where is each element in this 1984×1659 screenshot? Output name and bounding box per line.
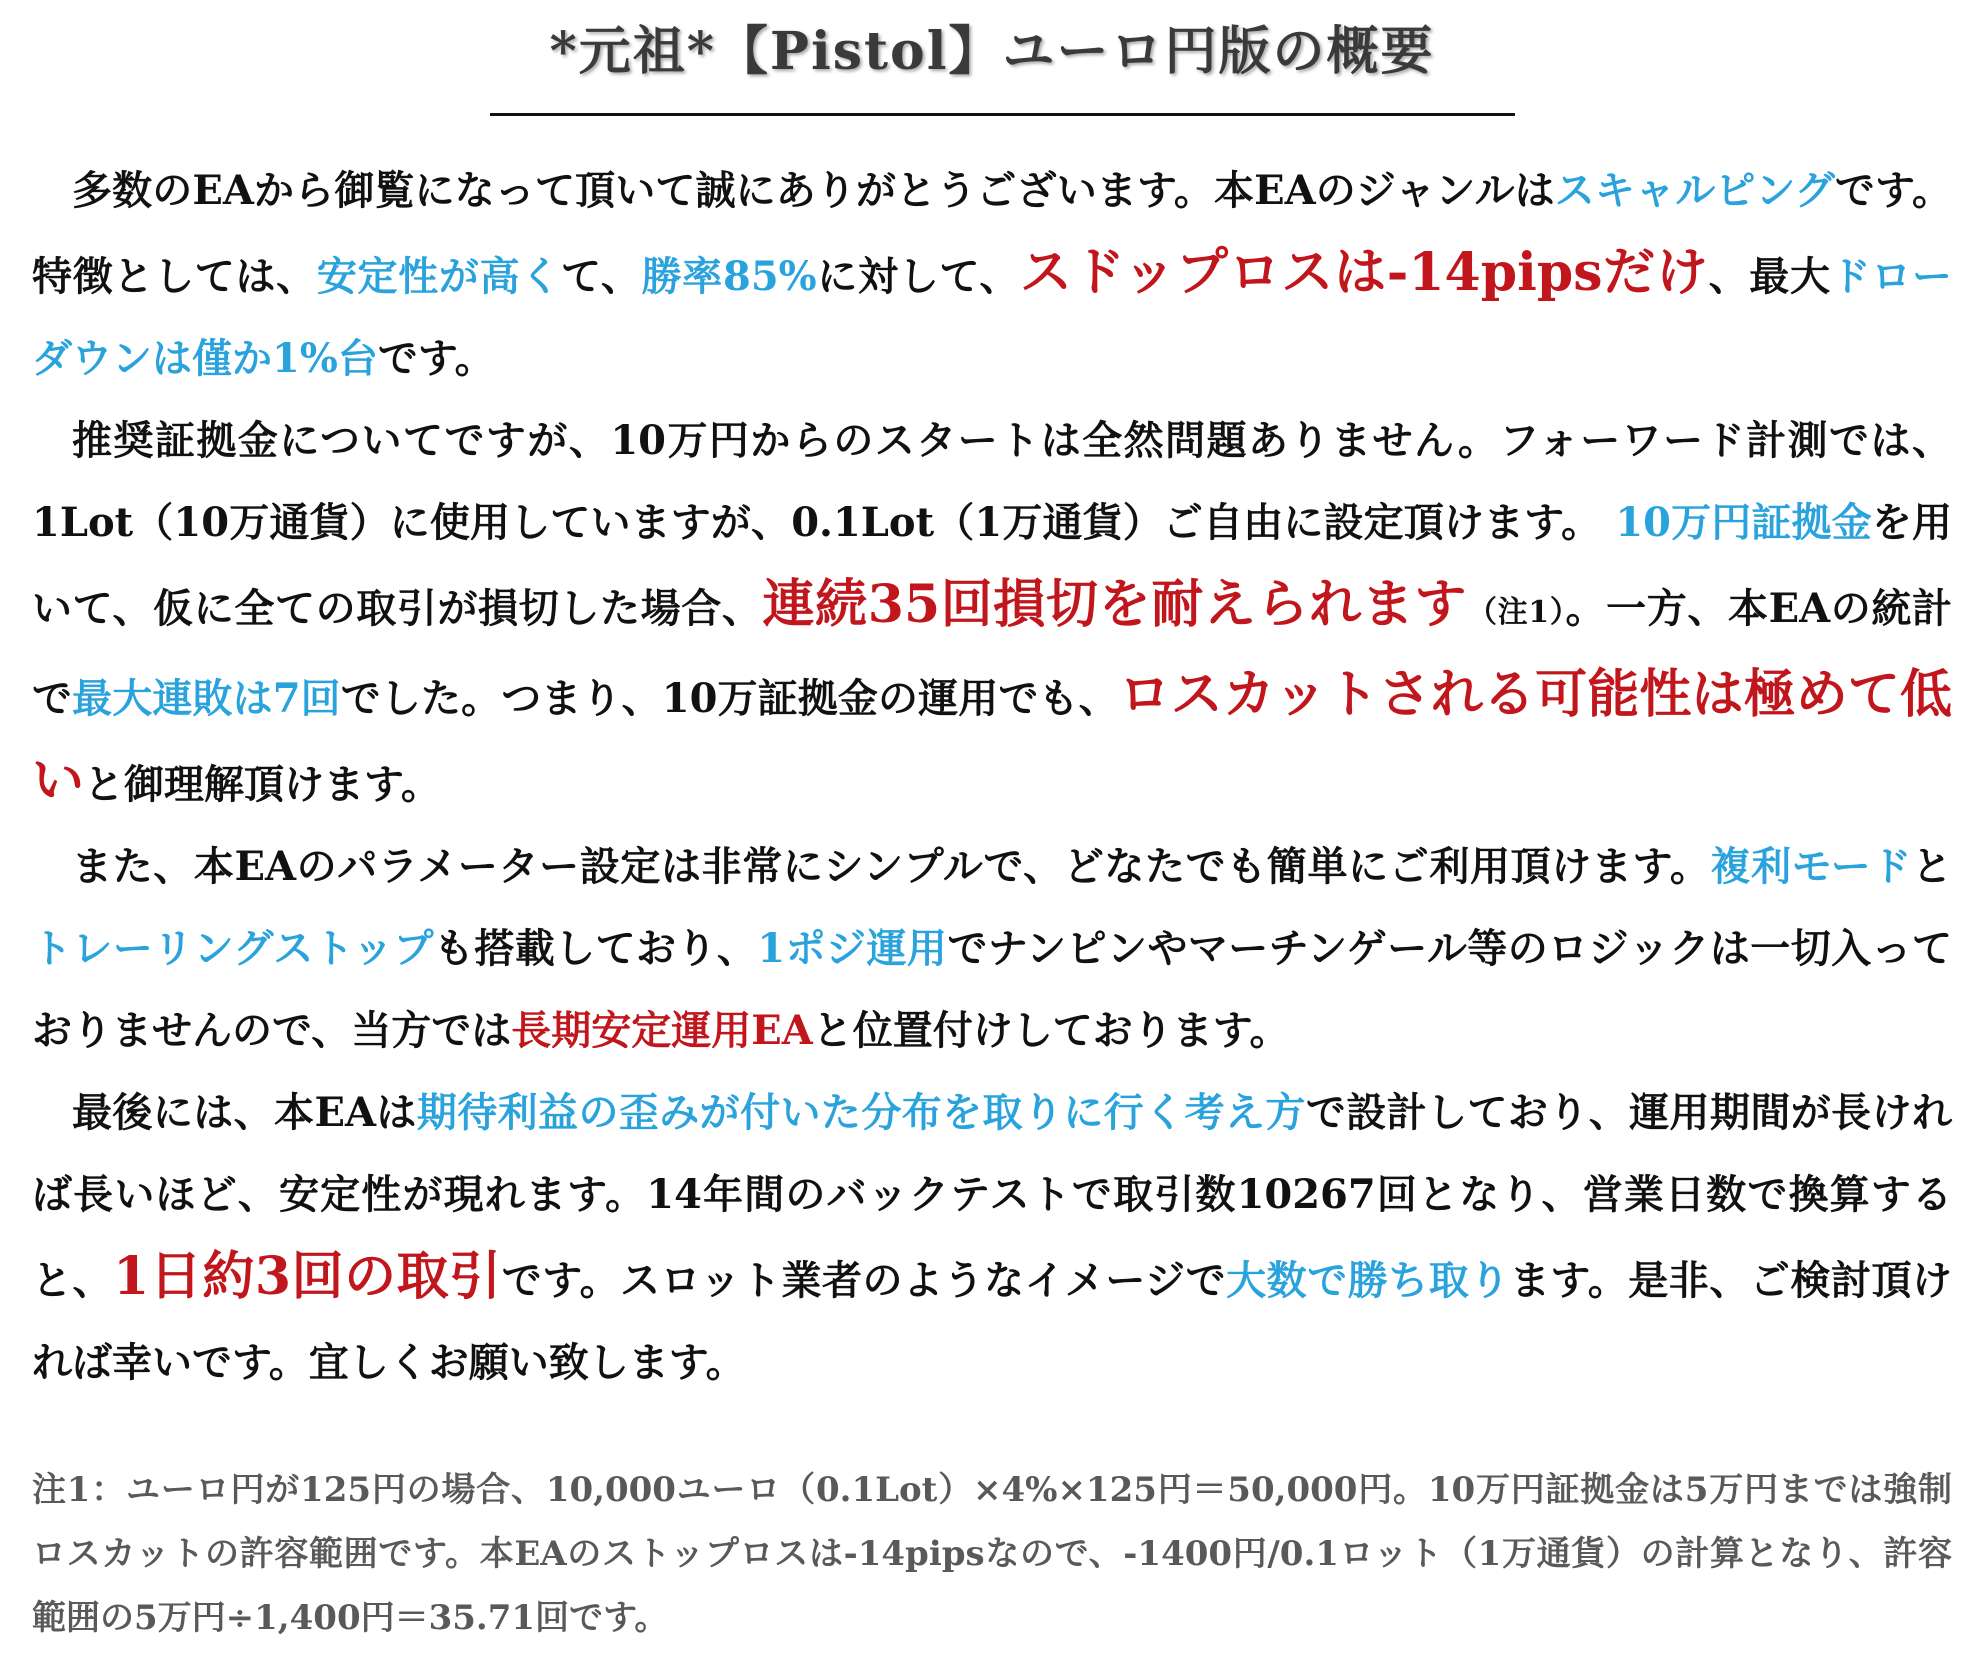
highlight-blue: 最大連敗は7回	[72, 675, 341, 722]
paragraph-intro	[32, 150, 1952, 400]
text-run: に対して、	[816, 253, 1021, 300]
text-run: です。	[377, 335, 495, 382]
highlight-red: 長期安定運用EA	[511, 1007, 813, 1054]
page-title: *元祖*【Pistol】ユーロ円版の概要	[549, 21, 1435, 82]
highlight-red-large: ロスカットされる可能性は極めて低い	[32, 664, 1953, 811]
highlight-blue: 安定性が高く	[316, 253, 562, 300]
footnote: 注1：ユーロ円が125円の場合、10,000ユーロ（0.1Lot）×4%×125円＝50,000円。10万円証拠金は5万円までは強制ロスカットの許容範囲です。本EAのストップロスは-14pipsなので、-1400円/0.1ロット（1万通貨）の計算となり、許容範囲の5万円÷1,400円＝35.71回です。	[32, 1470, 1952, 1638]
highlight-blue: スキャルピング	[1554, 167, 1835, 214]
paragraph-margin	[32, 400, 1952, 826]
title-underline	[490, 113, 1515, 116]
paragraph-parameters	[32, 826, 1952, 1072]
highlight-blue: ドローダウンは僅か1%台	[32, 253, 1953, 382]
note-reference: （注1）	[1467, 595, 1566, 630]
text-run: でした。つまり、10万証拠金の運用でも、	[340, 675, 1119, 722]
text-run: でナンピンやマーチンゲール等のロジックは一切入っておりませんので、当方では	[32, 925, 1952, 1054]
text-run: 推奨証拠金についてですが、10万円からのスタートは全然問題ありません。フォーワード計測では、1Lot（10万通貨）に使用していますが、0.1Lot（1万通貨）ご自由に設定頂けます。	[32, 417, 1952, 546]
text-run: と	[1912, 843, 1952, 890]
highlight-red-large: スドップロスは-14pipsだけ	[1020, 242, 1709, 303]
highlight-red-large: 連続35回損切を耐えられます	[762, 574, 1468, 635]
highlight-blue: 大数で勝ち取り	[1226, 1257, 1510, 1304]
text-run: と位置付けしております。	[812, 1007, 1290, 1054]
highlight-blue: 1ポジ運用	[757, 925, 948, 972]
highlight-red-large: 1日約3回の取引	[113, 1246, 502, 1307]
text-run: で設計しており、運用期間が長ければ長いほど、安定性が現れます。14年間のバックテストで取引数10267回となり、営業日数で換算すると、	[32, 1089, 1952, 1304]
text-run: です。スロット業者のようなイメージで	[501, 1257, 1227, 1304]
text-run: 最後には、本EAは	[72, 1089, 417, 1136]
text-run: また、本EAのパラメーター設定は非常にシンプルで、どなたでも簡単にご利用頂けます。	[72, 843, 1711, 890]
text-run: です。特徴としては、	[32, 167, 1952, 300]
highlight-blue: トレーリングストップ	[32, 925, 434, 972]
text-run: て、	[561, 253, 642, 300]
text-run: 多数のEAから御覧になって頂いて誠にありがとうございます。本EAのジャンルは	[72, 167, 1555, 214]
paragraph-summary	[32, 1072, 1952, 1404]
highlight-blue: 複利モード	[1710, 843, 1912, 890]
text-run: ます。是非、ご検討頂ければ幸いです。宜しくお願い致します。	[32, 1257, 1952, 1386]
highlight-blue: 勝率85%	[641, 253, 817, 300]
description-body	[32, 150, 1952, 1404]
text-run: 。一方、本EAの統計で	[32, 585, 1952, 722]
text-run: も搭載しており、	[433, 925, 758, 972]
text-run: を用いて、仮に全ての取引が損切した場合、	[32, 499, 1953, 632]
highlight-blue: 10万円証拠金	[1615, 499, 1872, 546]
highlight-blue: 期待利益の歪みが付いた分布を取りに行く考え方	[416, 1089, 1306, 1136]
text-run: と御理解頂けます。	[84, 761, 441, 808]
text-run: 、最大	[1708, 253, 1831, 300]
